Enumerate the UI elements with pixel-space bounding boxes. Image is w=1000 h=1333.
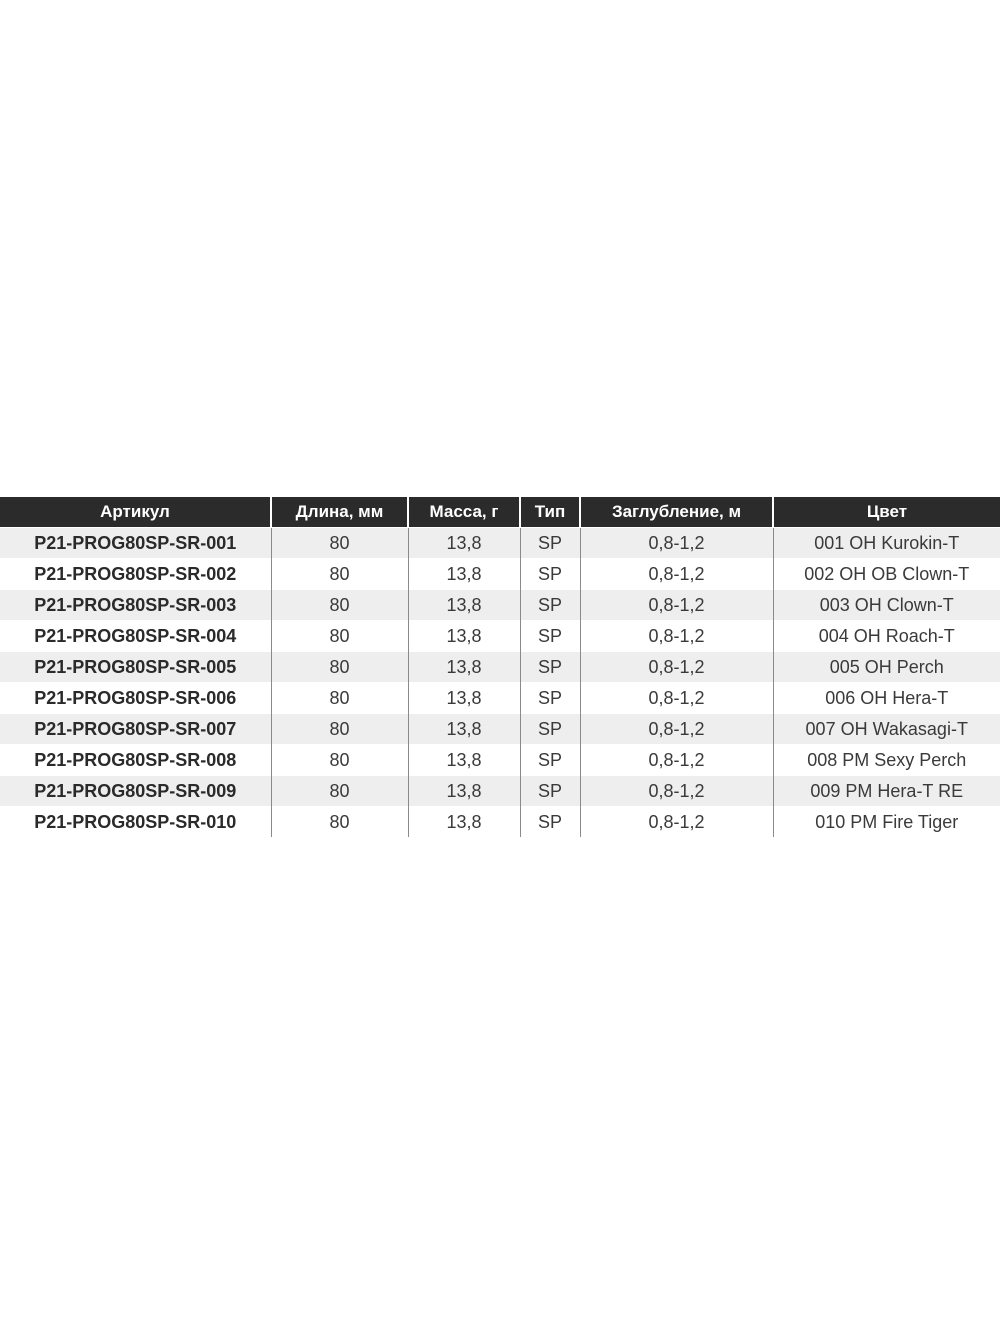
table-row (0, 776, 1000, 807)
table-row (0, 714, 1000, 745)
cell-color: 002 OH OB Clown-T (773, 559, 1000, 590)
table-row (0, 559, 1000, 590)
header-weight: Масса, г (408, 497, 520, 528)
cell-type: SP (520, 590, 580, 621)
cell-type: SP (520, 528, 580, 559)
cell-depth: 0,8-1,2 (580, 776, 773, 807)
cell-length: 80 (271, 528, 408, 559)
cell-article: P21-PROG80SP-SR-009 (0, 776, 271, 807)
cell-depth: 0,8-1,2 (580, 559, 773, 590)
cell-color: 004 OH Roach-T (773, 621, 1000, 652)
header-type: Тип (520, 497, 580, 528)
cell-length: 80 (271, 590, 408, 621)
cell-weight: 13,8 (408, 590, 520, 621)
cell-depth: 0,8-1,2 (580, 807, 773, 838)
cell-weight: 13,8 (408, 745, 520, 776)
cell-article: P21-PROG80SP-SR-008 (0, 745, 271, 776)
table-row (0, 683, 1000, 714)
cell-article: P21-PROG80SP-SR-001 (0, 528, 271, 559)
cell-weight: 13,8 (408, 807, 520, 838)
cell-color: 009 PM Hera-T RE (773, 776, 1000, 807)
cell-color: 003 OH Clown-T (773, 590, 1000, 621)
cell-article: P21-PROG80SP-SR-005 (0, 652, 271, 683)
cell-article: P21-PROG80SP-SR-006 (0, 683, 271, 714)
cell-article: P21-PROG80SP-SR-003 (0, 590, 271, 621)
cell-depth: 0,8-1,2 (580, 714, 773, 745)
table-row (0, 807, 1000, 838)
cell-color: 008 PM Sexy Perch (773, 745, 1000, 776)
cell-color: 007 OH Wakasagi-T (773, 714, 1000, 745)
cell-type: SP (520, 714, 580, 745)
cell-depth: 0,8-1,2 (580, 683, 773, 714)
header-article: Артикул (0, 497, 271, 528)
table-row (0, 621, 1000, 652)
cell-article: P21-PROG80SP-SR-002 (0, 559, 271, 590)
cell-length: 80 (271, 807, 408, 838)
cell-length: 80 (271, 745, 408, 776)
cell-length: 80 (271, 683, 408, 714)
cell-depth: 0,8-1,2 (580, 652, 773, 683)
table-row (0, 590, 1000, 621)
cell-length: 80 (271, 621, 408, 652)
cell-weight: 13,8 (408, 528, 520, 559)
cell-article: P21-PROG80SP-SR-010 (0, 807, 271, 838)
header-color: Цвет (773, 497, 1000, 528)
cell-weight: 13,8 (408, 683, 520, 714)
header-depth: Заглубление, м (580, 497, 773, 528)
cell-article: P21-PROG80SP-SR-007 (0, 714, 271, 745)
cell-length: 80 (271, 714, 408, 745)
cell-color: 006 OH Hera-T (773, 683, 1000, 714)
cell-type: SP (520, 683, 580, 714)
cell-weight: 13,8 (408, 776, 520, 807)
table-row (0, 745, 1000, 776)
cell-length: 80 (271, 559, 408, 590)
cell-color: 010 PM Fire Tiger (773, 807, 1000, 838)
cell-depth: 0,8-1,2 (580, 590, 773, 621)
cell-length: 80 (271, 776, 408, 807)
spec-table-container (0, 497, 1000, 837)
cell-weight: 13,8 (408, 652, 520, 683)
table-row (0, 528, 1000, 559)
cell-weight: 13,8 (408, 559, 520, 590)
cell-depth: 0,8-1,2 (580, 621, 773, 652)
cell-type: SP (520, 559, 580, 590)
cell-type: SP (520, 652, 580, 683)
cell-color: 005 OH Perch (773, 652, 1000, 683)
cell-weight: 13,8 (408, 714, 520, 745)
cell-color: 001 OH Kurokin-T (773, 528, 1000, 559)
cell-length: 80 (271, 652, 408, 683)
cell-type: SP (520, 807, 580, 838)
cell-depth: 0,8-1,2 (580, 745, 773, 776)
spec-table (0, 497, 1000, 837)
table-header-row (0, 497, 1000, 528)
cell-weight: 13,8 (408, 621, 520, 652)
cell-type: SP (520, 745, 580, 776)
cell-depth: 0,8-1,2 (580, 528, 773, 559)
cell-type: SP (520, 776, 580, 807)
table-row (0, 652, 1000, 683)
cell-article: P21-PROG80SP-SR-004 (0, 621, 271, 652)
header-length: Длина, мм (271, 497, 408, 528)
cell-type: SP (520, 621, 580, 652)
